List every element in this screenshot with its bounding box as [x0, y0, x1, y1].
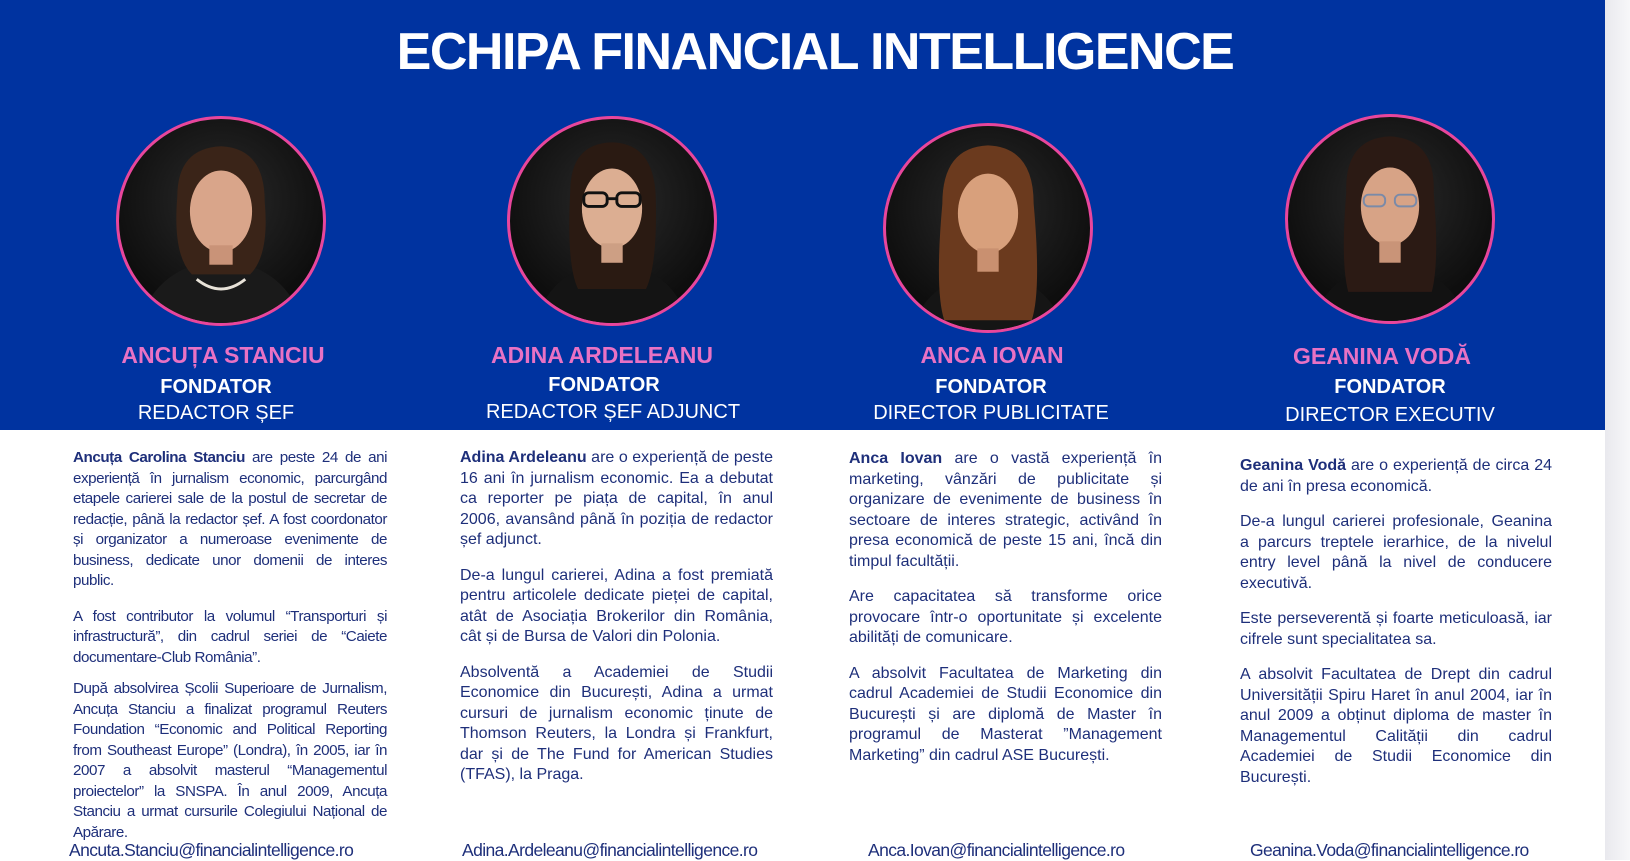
bio-paragraph: A absolvit Facultatea de Drept din cadrul Universității Spiru Haret în anul 2004, iar în anul 2009 a obținut diploma de master în Managementul Calității din cadrul Academiei de Studii Economice din București. — [1240, 666, 1552, 786]
bio-paragraph: De-a lungul carierei profesionale, Geanina a parcurs treptele ierarhice, de la nivelul entry level până la nivel de conducere executivă. — [1240, 513, 1552, 592]
bio-paragraph: După absolvirea Școlii Superioare de Jurnalism, Ancuța Stanciu a finalizat programul Reuters Foundation “Economic and Political Reporting from Southeast Europe” (Londra), în 2005, iar în 2007 a absolvit masterul “Managementul proiectelor” la SNSPA. În anul 2009, Ancuța Stanciu a urmat cursurile Colegiului Național de Apărare. — [73, 680, 387, 841]
bio-lead: Adina Ardeleanu — [460, 449, 587, 466]
bio-paragraph: A fost contributor la volumul “Transporturi și infrastructură”, din cadrul seriei de “Caiete documentare-Club România”. — [73, 607, 387, 666]
email-link[interactable]: Ancuta.Stanciu@financialintelligence.ro — [69, 840, 354, 860]
member-bio — [73, 448, 387, 858]
member-role: FONDATOR — [160, 376, 272, 398]
member-title: REDACTOR ȘEF ADJUNCT — [485, 401, 741, 423]
bio-lead: Ancuța Carolina Stanciu — [73, 449, 245, 466]
bio-text: are o vastă experiență în marketing, vânzări de publicitate și organizare de evenimente de business în sectoare de interes strategic, activând în presa economică de peste 15 ani, încă din timpul facultății. — [849, 450, 1163, 570]
bio-lead: Anca Iovan — [849, 450, 943, 467]
member-role: FONDATOR — [548, 374, 660, 396]
bio-paragraph: Este perseverentă și foarte meticuloasă, iar cifrele sunt specialitatea sa. — [1240, 610, 1552, 648]
portrait-geanina-voda — [1285, 114, 1495, 324]
email-link[interactable]: Anca.Iovan@financialintelligence.ro — [868, 840, 1125, 860]
member-bio — [849, 449, 1162, 781]
member-role: FONDATOR — [1334, 376, 1446, 398]
email-link[interactable]: Adina.Ardeleanu@financialintelligence.ro — [462, 840, 758, 860]
member-title: REDACTOR ȘEF — [137, 402, 295, 424]
member-name: GEANINA VODĂ — [1292, 343, 1472, 369]
member-role: FONDATOR — [935, 376, 1047, 398]
member-name: ADINA ARDELEANU — [491, 342, 713, 368]
bio-paragraph: Are capacitatea să transforme orice provocare într-o oportunitate și excelente abilități de comunicare. — [849, 588, 1162, 646]
member-title: DIRECTOR PUBLICITATE — [873, 402, 1109, 424]
bio-lead: Geanina Vodă — [1240, 457, 1347, 474]
email-link[interactable]: Geanina.Voda@financialintelligence.ro — [1250, 840, 1529, 860]
page-title: ECHIPA FINANCIAL INTELLIGENCE — [396, 23, 1234, 81]
page-edge — [1605, 0, 1630, 860]
member-title: DIRECTOR EXECUTIV — [1285, 404, 1495, 426]
bio-paragraph: Absolventă a Academiei de Studii Economice din București, Adina a urmat cursuri de jurnalism economic ținute de Thomson Reuters, la Londra și Frankfurt, dar și de The Fund for American Studies (TFAS), la Praga. — [460, 663, 773, 783]
bio-text: are o experiență de circa 24 de ani în presa economică. — [1240, 457, 1552, 495]
bio-paragraph: A absolvit Facultatea de Marketing din cadrul Academiei de Studii Economice din București și are diplomă de Master în programul de Masterat ”Management Marketing” din cadrul ASE București. — [849, 664, 1162, 764]
member-name: ANCUȚA STANCIU — [121, 342, 325, 368]
member-bio — [1240, 456, 1552, 803]
member-bio — [460, 448, 773, 801]
portrait-ancuta-stanciu — [116, 116, 326, 326]
bio-text: are o experiență de peste 16 ani în jurnalism economic. Ea a debutat ca reporter pe piața de capital, în anul 2006, avansând până în poziția de redactor șef adjunct. — [460, 449, 774, 548]
bio-text: are peste 24 de ani experiență în jurnalism economic, parcurgând etapele carierei sale de la postul de secretar de redacție, până la redactor șef. A fost coordonator și organizator a numeroase evenimente de business, dedicate unor domenii de interes public. — [73, 449, 387, 589]
member-name: ANCA IOVAN — [920, 342, 1064, 368]
portrait-anca-iovan — [883, 123, 1093, 333]
bio-paragraph: De-a lungul carierei, Adina a fost premiată pentru articolele dedicate pieței de capital, atât de Asociația Brokerilor din România, cât și de Bursa de Valori din Polonia. — [460, 566, 773, 645]
portrait-adina-ardeleanu — [507, 116, 717, 326]
